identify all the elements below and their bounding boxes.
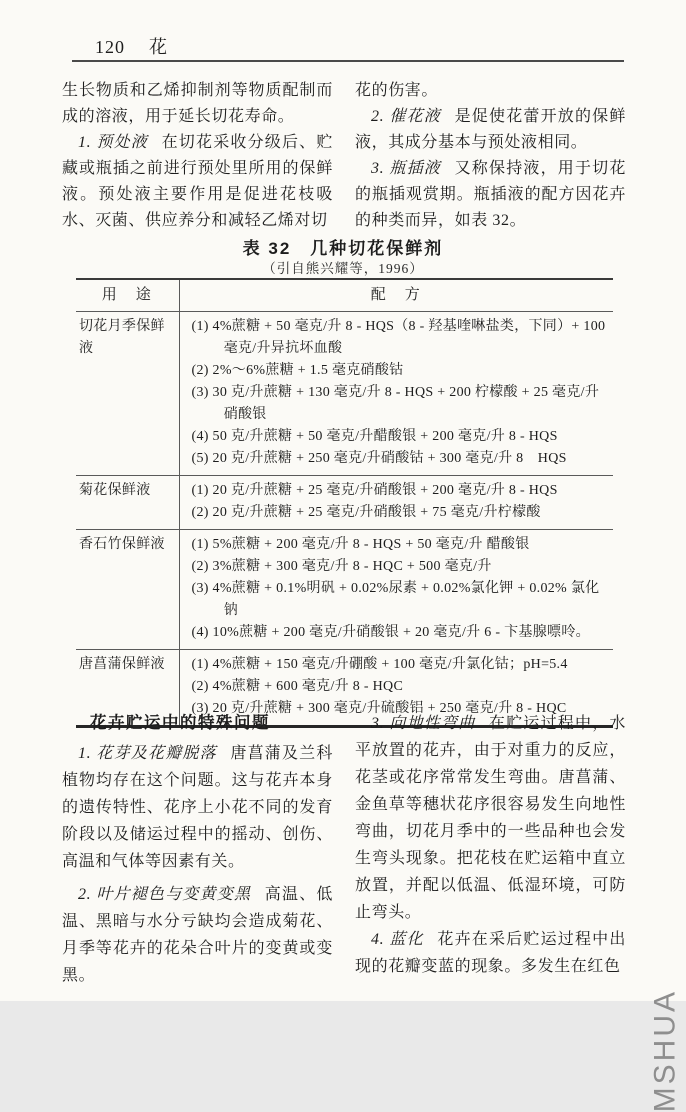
formula-line: (2) 4%蔗糖 + 600 毫克/升 8 - HQC [191,679,404,694]
formula-line: (1) 4%蔗糖 + 150 毫克/升硼酸 + 100 毫克/升氯化钴；pH=5.4 [191,657,568,672]
paragraph [355,926,626,980]
formula-line: (4) 10%蔗糖 + 200 毫克/升硝酸银 + 20 毫克/升 6 - 卞基腺嘌呤。 [191,625,590,640]
paragraph [62,881,333,989]
paragraph-text: 在贮运过程中，水平放置的花卉，由于对重力的反应，花茎或花序常常发生弯曲。唐菖蒲、金鱼草等穗状花序很容易发生向地性弯曲，切花月季中的一些品种也会发生弯头现象。把花枝在贮运箱中直立放置，并配以低温、低湿环境，可防止弯头。 [355,715,626,921]
term-label: 1. 花芽及花瓣脱落 [78,745,217,762]
formula-line: (1) 4%蔗糖 + 50 毫克/升 8 - HQS（8 - 羟基喹啉盐类，下同）+ 100 毫克/升异抗坏血酸 [191,319,606,356]
use-cell: 唐菖蒲保鲜液 [76,650,179,727]
paragraph [355,104,626,156]
paragraph [62,130,333,234]
term-label: 3. 瓶插液 [371,160,441,177]
paragraph-text: 在切花采收分级后、贮藏或瓶插之前进行预处里所用的保鲜液。预处液主要作用是促进花枝吸水、灭菌、供应养分和减轻乙烯对切 [62,134,333,229]
formula-line: (1) 20 克/升蔗糖 + 25 毫克/升硝酸银 + 200 毫克/升 8 - HQS [191,483,558,498]
book-title: 花 [149,37,168,57]
running-head [95,33,168,59]
top-text-section [62,78,626,234]
term-label: 4. 蓝化 [371,931,424,948]
paragraph-text: 唐菖蒲及兰科植物均存在这个问题。这与花卉本身的遗传特性、花序上小花不同的发育阶段以及储运过程中的摇动、创伤、高温和气体等因素有关。 [62,745,333,870]
formula-line: (1) 5%蔗糖 + 200 毫克/升 8 - HQS + 50 毫克/升 醋酸银 [191,537,530,552]
use-column-header: 用 途 [76,279,179,312]
formula-line: (3) 4%蔗糖 + 0.1%明矾 + 0.02%尿素 + 0.02%氯化钾 + 0.02% 氯化钠 [191,581,600,618]
formula-line: (3) 30 克/升蔗糖 + 130 毫克/升 8 - HQS + 200 柠檬酸 + 25 毫克/升硝酸银 [191,385,600,422]
paragraph [355,710,626,926]
use-cell: 菊花保鲜液 [76,476,179,530]
header-rule [72,60,624,62]
paragraph-text: 高温、低温、黑暗与水分亏缺均会造成菊花、月季等花卉的花朵合叶片的变黄或变黑。 [62,886,333,984]
formula-line: (2) 3%蔗糖 + 300 毫克/升 8 - HQC + 500 毫克/升 [191,559,492,574]
table-row [76,530,613,650]
paragraph: 生长物质和乙烯抑制剂等物质配制而成的溶液，用于延长切花寿命。 [62,82,333,125]
top-left-column [62,78,333,234]
formula-cell [179,530,613,650]
top-right-column [355,78,626,234]
paragraph: 花的伤害。 [355,82,439,99]
formula-cell [179,476,613,530]
term-label: 2. 叶片褪色与变黄变黑 [78,886,252,903]
bottom-text-section [62,710,626,989]
paragraph-text: 是促使花蕾开放的保鲜液，其成分基本与预处液相同。 [355,108,626,151]
term-label: 2. 催花液 [371,108,441,125]
bottom-right-column [355,710,626,989]
use-cell: 香石竹保鲜液 [76,530,179,650]
table-title: 表 32 几种切花保鲜剂 [242,239,444,258]
table-source-note: （引自熊兴耀等，1996） [262,261,424,276]
section-heading: 花卉贮运中的特殊问题 [90,714,271,732]
formula-column-header: 配 方 [179,279,613,312]
formula-line: (2) 20 克/升蔗糖 + 25 毫克/升硝酸银 + 75 毫克/升柠檬酸 [191,505,541,520]
use-cell: 切花月季保鲜液 [79,319,165,356]
paragraph-text: 又称保持液，用于切花的瓶插观赏期。瓶插液的配方因花卉的种类而异，如表 32。 [355,160,626,229]
table-header-row [76,279,613,312]
formula-cell [179,312,613,476]
page-number: 120 [95,37,125,57]
table-row [76,312,613,476]
watermark-text: MSHUA [648,989,681,1112]
formula-line: (4) 50 克/升蔗糖 + 50 毫克/升醋酸银 + 200 毫克/升 8 - HQS [191,429,558,444]
term-label: 1. 预处液 [78,134,148,151]
formula-line: (5) 20 克/升蔗糖 + 250 毫克/升硝酸钴 + 300 毫克/升 8 HQS [191,451,567,466]
table-row [76,476,613,530]
paragraph [355,156,626,234]
formula-line: (2) 2%～6%蔗糖 + 1.5 毫克硝酸钴 [191,363,404,378]
term-label: 3. 向地性弯曲 [371,715,476,732]
preservative-table [76,278,613,728]
paragraph [62,740,333,875]
paragraph-text: 花卉在采后贮运过程中出现的花瓣变蓝的现象。多发生在红色 [355,931,626,975]
formula-line: (3) 20 克/升蔗糖 + 300 毫克/升硫酸铝 + 250 毫克/升 8 - HQC [191,701,567,716]
bottom-left-column [62,710,333,989]
